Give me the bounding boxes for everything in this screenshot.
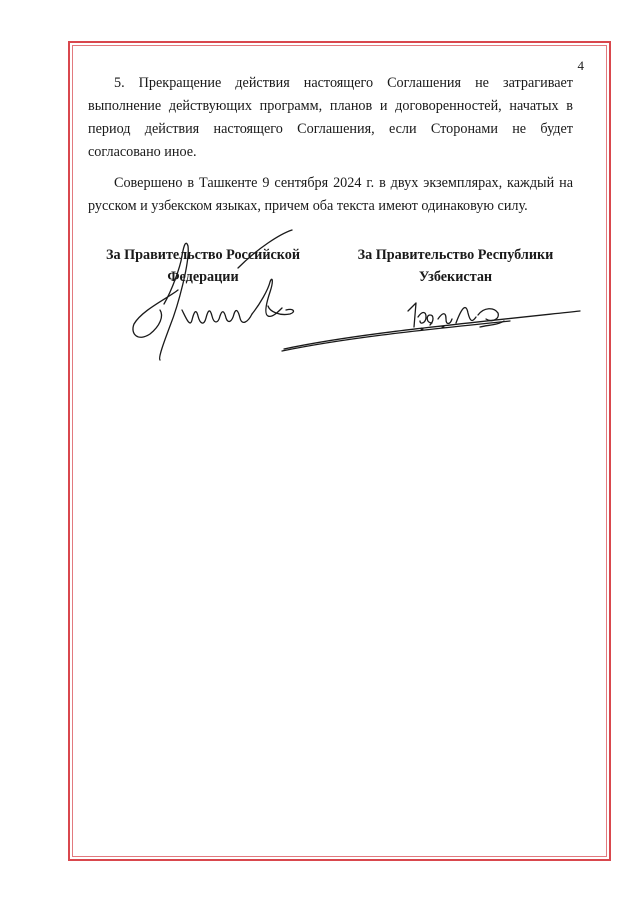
- signatory-russia-line2: Федерации: [167, 269, 239, 285]
- paragraph-termination: 5. Прекращение действия настоящего Соглашения не затрагивает выполнение действующих программ, планов и договоренностей, начатых в период действия настоящего Соглашения, если Сторонами не будет согласовано иное.: [88, 75, 573, 160]
- agreement-text: [88, 72, 573, 226]
- signature-russia: [120, 228, 305, 368]
- page-number: 4: [577, 58, 584, 73]
- signatory-uzbekistan-line1: За Правительство Республики: [357, 247, 554, 263]
- paragraph-done-at: Совершено в Ташкенте 9 сентября 2024 г. в двух экземплярах, каждый на русском и узбекском языках, причем оба текста имеют одинаковую силу.: [88, 175, 573, 214]
- signatory-uzbekistan: [338, 244, 573, 288]
- signatory-russia-line1: За Правительство Российской: [105, 247, 301, 263]
- signatory-uzbekistan-line2: Узбекистан: [418, 269, 493, 285]
- signature-uzbekistan: [280, 295, 582, 357]
